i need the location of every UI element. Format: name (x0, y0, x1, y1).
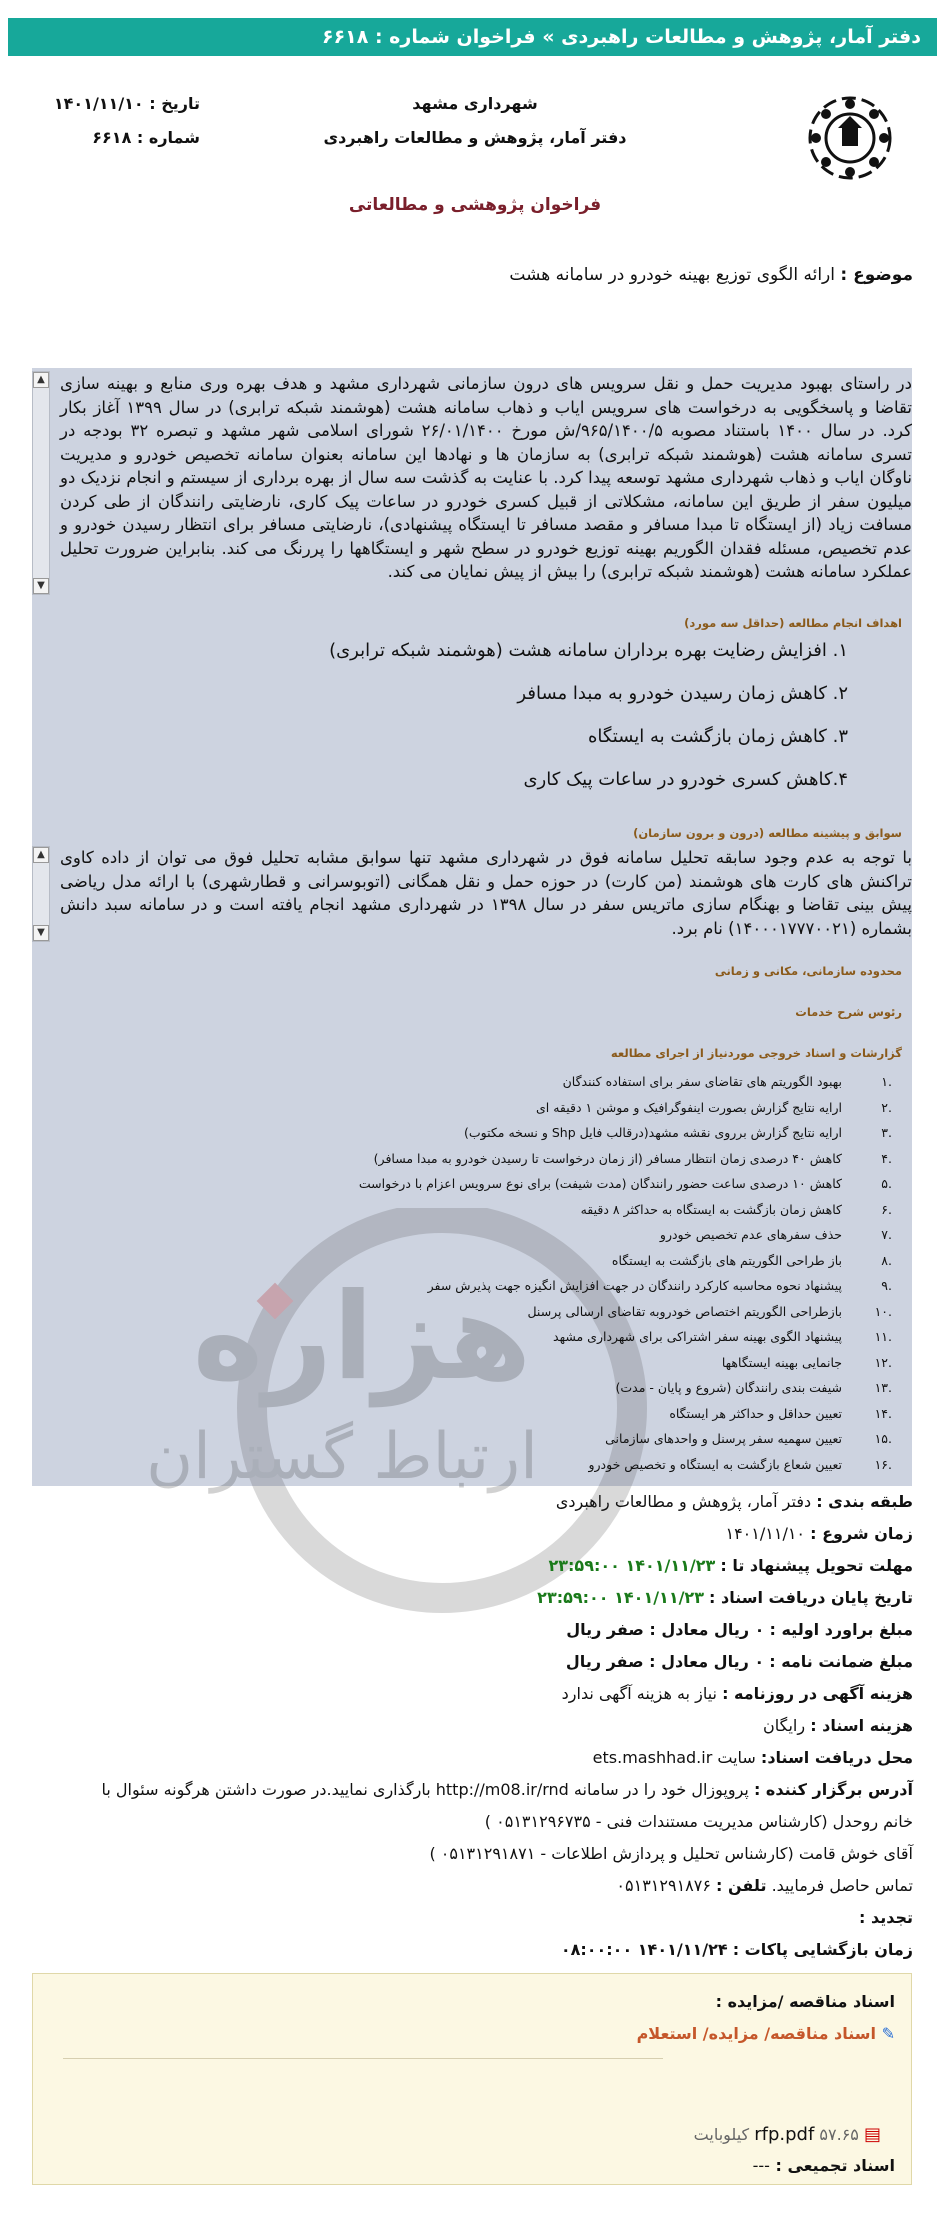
goal-item: ۳. کاهش زمان بازگشت به ایستگاه (587, 726, 848, 747)
aggregate-line (753, 2156, 895, 2175)
report-item (52, 1227, 892, 1249)
report-item-number: .۱۴ (874, 1405, 892, 1421)
doc-cost-line (763, 1716, 913, 1735)
svg-text:هزاره: هزاره (192, 1268, 532, 1407)
scope-label: محدوده سازمانی، مکانی و زمانی (714, 964, 902, 978)
scroll-down-icon[interactable]: ▼ (33, 925, 49, 941)
doc-deadline-line (537, 1588, 913, 1607)
pencil-icon: ✎ (881, 2024, 895, 2043)
report-item (52, 1074, 892, 1096)
report-item (52, 1431, 892, 1453)
page-title-bar (8, 18, 937, 56)
scroll-up-icon[interactable]: ▲ (33, 847, 49, 863)
background-text: با توجه به عدم وجود سابقه تحلیل سامانه فوق در شهرداری مشهد تنها سوابق مشابه تحلیل فوق می توان از داده کاوی تراکنش های کارت های هوشمند (من کارت) در حوزه حمل و نقل همگانی (اتوبوسرانی و قطارشهری) با ارائه مدل ریاضی پیش بینی تقاضا و بهنگام سازی ماتریس سفر در سال ۱۳۹۸ در شهرداری مشهد انجام یافته است و در سامانه سبد دانش بشماره (۱۴۰۰۰۱۷۷۷۰۰۲۱) نام برد. (60, 848, 912, 938)
report-item-number: .۷ (881, 1227, 892, 1242)
report-item-text: کاهش زمان بازگشت به ایستگاه به حداکثر ۸ دقیقه (580, 1201, 842, 1217)
number-label: شماره : (136, 128, 200, 147)
background-scrollbox[interactable] (32, 844, 912, 944)
report-item (52, 1202, 892, 1224)
ad-cost-line (562, 1684, 913, 1703)
scroll-down-icon[interactable]: ▼ (33, 578, 49, 594)
report-item-number: .۶ (881, 1201, 892, 1217)
organizer-contact-1: خانم روحدل (کارشناس مدیریت مستندات فنی - ۰۵۱۳۱۲۹۶۷۳۵ ) (484, 1812, 913, 1831)
category-value: دفتر آمار، پژوهش و مطالعات راهبردی (555, 1492, 812, 1511)
goals-label: اهداف انجام مطالعه (حداقل سه مورد) (684, 616, 902, 630)
background-label: سوابق و پیشینه مطالعه (درون و برون سازمان) (633, 826, 902, 840)
file-name[interactable]: rfp.pdf (754, 2124, 815, 2145)
dept-name: دفتر آمار، پژوهش و مطالعات راهبردی (323, 128, 627, 147)
doc-place-line (593, 1748, 913, 1767)
opening-value: ۱۴۰۱/۱۱/۲۴ ۰۸:۰۰:۰۰ (560, 1940, 728, 1959)
report-item-text: پیشنهاد نحوه محاسبه کارکرد رانندگان در جهت افزایش انگیزه جهت پذیرش سفر (427, 1278, 842, 1293)
file-entry[interactable] (694, 2124, 881, 2145)
subject-line (509, 265, 913, 285)
aggregate-value: --- (752, 2156, 770, 2175)
divider (63, 2058, 663, 2059)
estimate-value: ۰ ریال معادل : صفر ریال (566, 1620, 765, 1639)
subject-label: موضوع : (840, 265, 913, 285)
category-line (556, 1492, 913, 1511)
number-value: ۶۶۱۸ (92, 128, 132, 147)
report-item-number: .۱۰ (874, 1303, 892, 1319)
report-item-text: باز طراحی الگوریتم های بازگشت به ایستگاه (611, 1252, 842, 1268)
background-scrollbar[interactable] (32, 846, 50, 942)
phone-label: تلفن : (716, 1876, 767, 1895)
report-item-text: پیشنهاد الگوی بهینه سفر اشتراکی برای شهرداری مشهد (553, 1329, 842, 1344)
report-item (52, 1355, 892, 1377)
report-item (52, 1278, 892, 1300)
organizer-text: پروپوزال خود را در سامانه http://m08.ir/rnd بارگذاری نمایید.در صورت داشتن هرگونه سئوال با (101, 1780, 749, 1799)
number-line (40, 128, 200, 147)
pdf-icon: ▤ (863, 2124, 881, 2145)
organizer-closing: تماس حاصل فرمایید. (771, 1876, 913, 1895)
report-item-text: شیفت بندی رانندگان (شروع و پایان - مدت) (615, 1380, 842, 1395)
report-item (52, 1151, 892, 1173)
report-item-number: .۱۲ (874, 1354, 892, 1370)
documents-box (32, 1973, 912, 2185)
doc-cost-label: هزینه اسناد : (810, 1716, 913, 1735)
report-item-text: تعیین حداقل و حداکثر هر ایستگاه (669, 1405, 842, 1421)
intro-scrollbox[interactable] (32, 368, 912, 598)
documents-link[interactable] (637, 2024, 895, 2043)
organizer-contact-2: آقای خوش قامت (کارشناس تحلیل و پردازش اطلاعات - ۰۵۱۳۱۲۹۱۸۷۱ ) (429, 1844, 913, 1863)
report-item (52, 1176, 892, 1198)
ad-cost-value: نیاز به هزینه آگهی ندارد (561, 1684, 717, 1703)
subject-text: ارائه الگوی توزیع بهینه خودرو در سامانه هشت (509, 265, 835, 285)
report-item (52, 1125, 892, 1147)
report-item-text: بهبود الگوریتم های تقاضای سفر برای استفاده کنندگان (562, 1074, 842, 1089)
start-label: زمان شروع : (810, 1524, 913, 1543)
intro-text: در راستای بهبود مدیریت حمل و نقل سرویس های درون سازمانی شهرداری مشهد و هدف بهره وری منابع و بهینه سازی تقاضا و پاسخگویی به درخواست های سرویس ایاب و ذهاب سامانه هشت (هوشمند شبکه ترابری) در سال ۱۳۹۹ آغاز بکار کرد. در سال ۱۴۰۰ باستناد مصوبه ۹۶۵/۱۴۰۰/۵/ش مورخ ۲۶/۰۱/۱۴۰۰ شورای اسلامی شهر مشهد و تبصره ۳۲ بودجه در تسری سامانه هشت (هوشمند شبکه ترابری) به سازمان ها و نهادها این سامانه بعنوان سامانه تخصیص خودرو و مدیریت ناوگان ایاب و ذهاب شهرداری مشهد توسعه پیدا کرد. با عنایت به گذشت سه سال از بهره برداری از سیستم و انجام نزدیک دو میلیون سفر از طریق این سامانه، مشکلاتی از قبیل کسری خودرو در ساعات پیک کاری، نارضایتی رانندگان از طی کردن مسافت زیاد (از ایستگاه تا مبدا مسافر و مقصد مسافر تا ایستگاه پیشنهادی)، نارضایتی مسافر برای انتظار رسیدن خودرو و عدم تخصیص، مسئله فقدان الگوریم بهینه توزیع خودرو در سطح شهر و ایستگاهها را پررنگ می کند. بنابراین ضرورت تحلیل عملکرد سامانه هشت (هوشمند شبکه ترابری) را بیش از پیش نمایان می کند. (60, 374, 912, 581)
report-item (52, 1100, 892, 1122)
report-item-text: ارایه نتایج گزارش بصورت اینفوگرافیک و موشن ۱ دقیقه ای (536, 1099, 842, 1115)
category-label: طبقه بندی : (816, 1492, 913, 1511)
ad-cost-label: هزینه آگهی در روزنامه : (722, 1684, 913, 1703)
report-item (52, 1329, 892, 1351)
goal-item: ۲. کاهش زمان رسیدن خودرو به مبدا مسافر (517, 683, 848, 704)
doc-place-label: محل دریافت اسناد: (760, 1748, 913, 1767)
guarantee-label: مبلغ ضمانت نامه : (769, 1652, 913, 1671)
organizer-label: آدرس برگزار کننده : (753, 1780, 913, 1799)
doc-deadline-value: ۱۴۰۱/۱۱/۲۳ ۲۳:۵۹:۰۰ (537, 1588, 704, 1607)
proposal-deadline-value: ۱۴۰۱/۱۱/۲۳ ۲۳:۵۹:۰۰ (548, 1556, 716, 1575)
reports-label: گزارشات و اسناد خروجی موردنیاز از اجرای مطالعه (610, 1046, 902, 1060)
start-value: ۱۴۰۱/۱۱/۱۰ (725, 1524, 806, 1543)
report-item-number: .۱۳ (874, 1380, 892, 1395)
report-item (52, 1253, 892, 1275)
report-item-text: کاهش ۴۰ درصدی زمان انتظار مسافر (از زمان درخواست تا رسیدن خودرو به مبدا مسافر) (373, 1150, 842, 1166)
renewal-line (859, 1908, 913, 1927)
report-item-number: .۸ (881, 1252, 892, 1268)
report-item-text: حذف سفرهای عدم تخصیص خودرو (659, 1227, 842, 1242)
date-value: ۱۴۰۱/۱۱/۱۰ (53, 94, 144, 113)
intro-scrollbar[interactable] (32, 371, 50, 595)
report-item-text: ارایه نتایج گزارش برروی نقشه مشهد(درقالب فایل Shp و نسخه مکتوب) (464, 1125, 842, 1140)
call-title: فراخوان پژوهشی و مطالعاتی (348, 195, 602, 215)
org-name: شهرداری مشهد (412, 94, 538, 113)
proposal-deadline-label: مهلت تحویل پیشنهاد تا : (720, 1556, 913, 1575)
proposal-deadline-line (549, 1556, 914, 1575)
report-item-number: .۱۶ (874, 1456, 892, 1472)
report-item-number: .۴ (881, 1150, 892, 1166)
report-item-text: کاهش ۱۰ درصدی ساعت حضور رانندگان (مدت شیفت) برای نوع سرویس اعزام با درخواست (358, 1176, 842, 1191)
report-item (52, 1380, 892, 1402)
documents-heading: اسناد مناقصه /مزایده : (715, 1992, 895, 2011)
opening-line (561, 1940, 913, 1959)
phone-line (616, 1876, 913, 1895)
goal-item: ۱. افزایش رضایت بهره برداران سامانه هشت (هوشمند شبکه ترابری) (329, 640, 848, 661)
goal-item: ۴.کاهش کسری خودرو در ساعات پیک کاری (523, 769, 848, 790)
start-line (725, 1524, 913, 1543)
report-item (52, 1406, 892, 1428)
mashhad-municipality-logo (804, 92, 896, 184)
report-item-number: .۵ (881, 1176, 892, 1191)
report-item-number: .۱ (881, 1074, 892, 1089)
page-title: دفتر آمار، پژوهش و مطالعات راهبردی » فراخوان شماره : ۶۶۱۸ (321, 26, 921, 48)
file-size: ۵۷.۶۵ کیلوبایت (693, 2125, 859, 2144)
guarantee-line (566, 1652, 913, 1671)
date-label: تاریخ : (149, 94, 200, 113)
estimate-line (566, 1620, 913, 1639)
documents-link-label[interactable]: اسناد مناقصه/ مزایده/ استعلام (636, 2024, 877, 2043)
report-item-number: .۹ (881, 1278, 892, 1293)
report-item-number: .۳ (881, 1125, 892, 1140)
report-item (52, 1457, 892, 1479)
estimate-label: مبلغ براورد اولیه : (769, 1620, 913, 1639)
doc-deadline-label: تاریخ پایان دریافت اسناد : (709, 1588, 913, 1607)
services-label: رئوس شرح خدمات (795, 1005, 902, 1019)
report-item (52, 1304, 892, 1326)
report-item-text: تعیین شعاع بازگشت به ایستگاه و تخصیص خودرو (588, 1456, 842, 1472)
svg-text:ارتباط گستران: ارتباط گستران (146, 1420, 538, 1494)
opening-label: زمان بازگشایی پاکات : (732, 1940, 913, 1959)
report-item-text: تعیین سهمیه سفر پرسنل و واحدهای سازمانی (605, 1431, 842, 1446)
report-item-text: جانمایی بهینه ایستگاهها (721, 1354, 842, 1370)
report-item-number: .۲ (881, 1099, 892, 1115)
description-panel (32, 368, 912, 1494)
report-item-text: بازطراحی الگوریتم اختصاص خودروبه تقاضای ارسالی پرسنل (527, 1303, 842, 1319)
phone-value: ۰۵۱۳۱۲۹۱۸۷۶ (616, 1876, 711, 1895)
report-item-number: .۱۵ (874, 1431, 892, 1446)
doc-place-value[interactable]: سایت ets.mashhad.ir (592, 1748, 756, 1767)
scroll-up-icon[interactable]: ▲ (33, 372, 49, 388)
guarantee-value: ۰ ریال معادل : صفر ریال (565, 1652, 765, 1671)
doc-cost-value: رایگان (763, 1716, 806, 1735)
renewal-label: تجدید : (859, 1908, 913, 1927)
aggregate-label: اسناد تجمیعی : (775, 2156, 895, 2175)
report-item-number: .۱۱ (874, 1329, 892, 1344)
organizer-line (102, 1780, 914, 1799)
date-line (40, 94, 200, 113)
